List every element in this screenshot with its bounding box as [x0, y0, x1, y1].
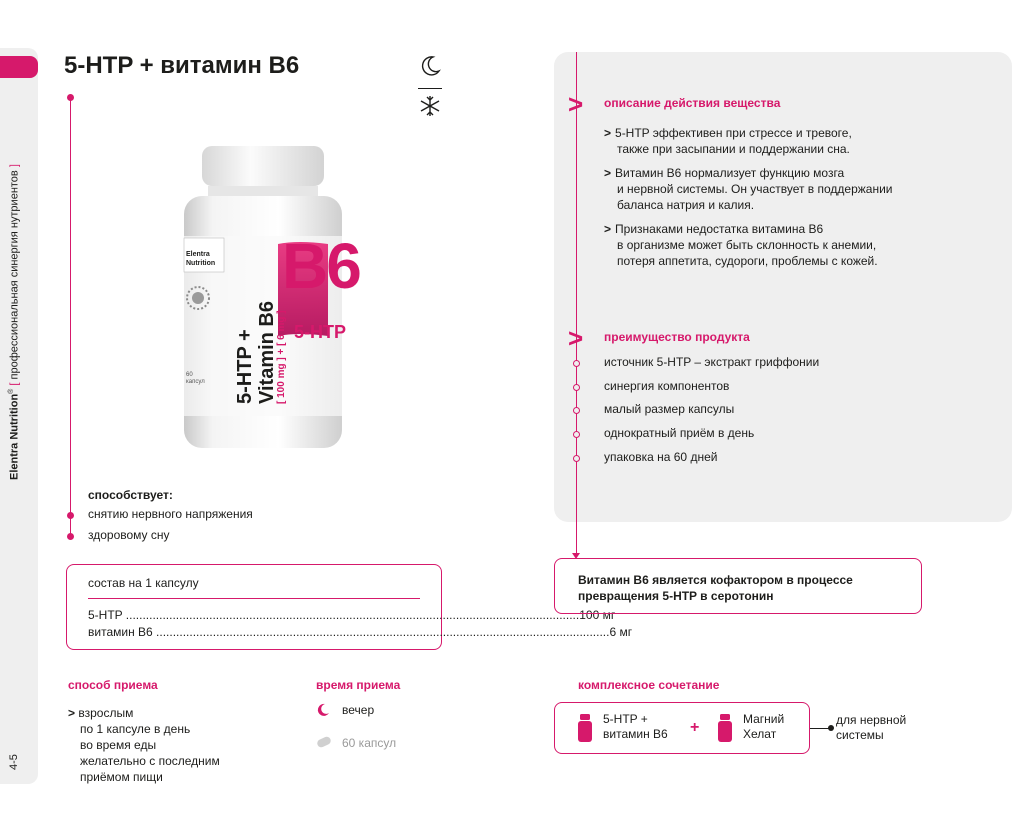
advantage-item: упаковка на 60 дней [604, 450, 718, 464]
advantage-item: источник 5-HTP – экстракт гриффонии [604, 355, 820, 369]
registered-mark: ® [8, 388, 15, 394]
intake-line: взрослым [78, 706, 134, 720]
combination-item-2: Магний Хелат [743, 712, 785, 741]
cofactor-text [578, 572, 918, 604]
bottle-name-line1: 5-HTP + [234, 329, 256, 404]
composition-row [88, 625, 633, 639]
page-number: 4-5 [8, 754, 20, 770]
list-ring-marker [573, 431, 580, 438]
combination-item-1: 5-HTP + витамин В6 [603, 712, 668, 741]
combination-plus: + [690, 719, 700, 736]
moon-icon [316, 703, 330, 717]
list-ring-marker [573, 360, 580, 367]
list-ring-marker [573, 384, 580, 391]
snowflake-icon [418, 94, 442, 118]
intake-method-body [68, 705, 220, 785]
intake-capsules: 60 капсул [342, 736, 397, 750]
description-heading: описание действия вещества [604, 96, 781, 110]
icon-divider [418, 88, 442, 89]
description-item: > Витамин В6 нормализует функцию мозга и нервной системы. Он участвует в поддержании баланса натрия и калия. [604, 166, 893, 212]
bottle-big-letter: B6 [282, 230, 360, 302]
bottle-brand [186, 250, 215, 268]
composition-heading: состав на 1 капсулу [88, 576, 199, 590]
advantage-item: синергия компонентов [604, 379, 730, 393]
bottle-count-number: 60 [186, 372, 193, 378]
promotes-heading: способствует: [88, 488, 173, 502]
bottle-subtitle: 5-HTP [294, 322, 347, 342]
bottle-count [186, 372, 205, 386]
bracket-close: ] [8, 164, 21, 168]
timeline-dot [67, 533, 74, 540]
timeline-dot [67, 512, 74, 519]
intake-line: приёмом пищи [80, 770, 163, 784]
bottle-brand-line2: Nutrition [186, 260, 216, 267]
promotes-item: снятию нервного напряжения [88, 507, 253, 521]
composition-row [88, 608, 616, 622]
intake-time-value: вечер [342, 703, 375, 717]
section-chevron: > [568, 323, 584, 353]
right-timeline-line [576, 52, 577, 557]
composition-name: 5-HTP ..... [88, 608, 579, 622]
brand-tagline: профессиональная синергия нутриентов [8, 170, 21, 380]
bracket-open: [ [8, 382, 21, 386]
capsule-icon [316, 737, 332, 747]
bottle-brand-line1: Elentra [186, 251, 210, 258]
description-item: > Признаками недостатка витамина В6 в организме может быть склонность к анемии, потеря аппетита, судороги, проблемы с кожей. [604, 222, 878, 268]
intake-chevron: > [68, 706, 76, 720]
description-item: > 5-HTP эффективен при стрессе и тревоге, также при засыпании и поддержании сна. [604, 126, 852, 156]
combination-result: для нервной системы [836, 713, 907, 742]
intake-line: по 1 капсуле в день [80, 722, 191, 736]
left-timeline-line [70, 97, 71, 537]
promotes-item: здоровому сну [88, 528, 170, 542]
sidebar-tab-marker [0, 56, 38, 78]
sidebar-brand-vertical [8, 164, 24, 480]
advantage-item: однократный приём в день [604, 426, 755, 440]
list-ring-marker [573, 407, 580, 414]
advantages-heading: преимущество продукта [604, 330, 750, 344]
section-chevron: > [568, 89, 584, 119]
composition-amount: 6 мг [609, 625, 633, 639]
bottle-dose: [ 100 mg ] + [ 6 mg ] [276, 310, 287, 404]
supplement-jar-icon [578, 714, 592, 742]
list-ring-marker [573, 455, 580, 462]
combination-connector-dot [828, 725, 834, 731]
timeline-dot-top [67, 94, 74, 101]
supplement-jar-icon [718, 714, 732, 742]
intake-method-heading: способ приема [68, 678, 158, 692]
moon-icon [418, 54, 442, 78]
intake-line: во время еды [80, 738, 157, 752]
composition-name: витамин В6 ..... [88, 625, 609, 639]
product-title: 5-HTP + витамин В6 [64, 52, 300, 79]
cofactor-line: превращения 5-HTP в серотонин [578, 589, 774, 603]
intake-line: желательно с последним [80, 754, 220, 768]
intake-time-heading: время приема [316, 678, 401, 692]
combination-heading: комплексное сочетание [578, 678, 720, 692]
cofactor-line: Витамин В6 является кофактором в процессе [578, 573, 853, 587]
advantage-item: малый размер капсулы [604, 402, 735, 416]
bottle-name-line2: Vitamin B6 [256, 301, 278, 404]
bottle-count-unit: капсул [186, 379, 205, 385]
brand-name: Elentra Nutrition [8, 393, 21, 480]
composition-divider [88, 598, 420, 599]
bottle-product-name [234, 301, 278, 404]
composition-amount: 100 мг [579, 608, 616, 622]
